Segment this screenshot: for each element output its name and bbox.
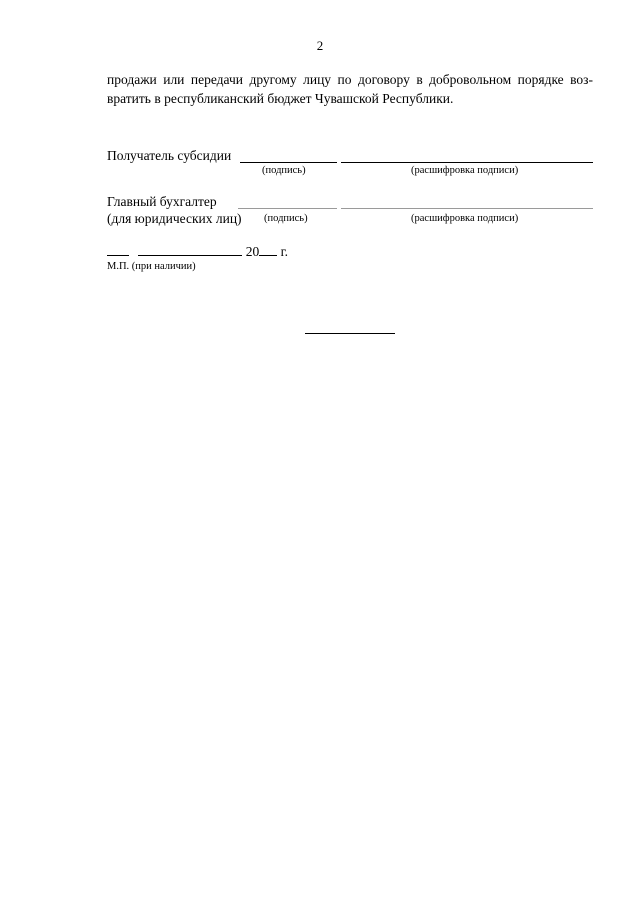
year-blank[interactable] <box>259 243 277 256</box>
recipient-decoding-caption: (расшифровка подписи) <box>411 165 519 176</box>
page-number: 2 <box>316 38 324 53</box>
chief-accountant-signature-line[interactable] <box>238 208 337 209</box>
chief-accountant-signature-caption: (подпись) <box>264 213 308 224</box>
date-line <box>107 243 288 260</box>
month-blank[interactable] <box>138 243 242 256</box>
recipient-signature-line[interactable] <box>240 162 337 163</box>
end-separator <box>305 333 395 334</box>
chief-accountant-decoding-caption: (расшифровка подписи) <box>411 213 519 224</box>
recipient-decoding-line[interactable] <box>341 162 593 163</box>
recipient-label: Получатель субсидии <box>107 148 232 163</box>
recipient-signature-caption: (подпись) <box>262 165 306 176</box>
chief-accountant-label: Главный бухгалтер <box>107 194 217 209</box>
chief-accountant-note: (для юридических лиц) <box>107 211 242 226</box>
year-prefix: 20 <box>245 244 260 259</box>
body-paragraph <box>107 70 593 108</box>
paragraph-line-2: вратить в республиканский бюджет Чувашской Республики. <box>107 91 454 106</box>
stamp-caption: М.П. (при наличии) <box>107 261 196 272</box>
paragraph-line-1: продажи или передачи другому лицу по договору в добровольном порядке воз- <box>107 72 593 87</box>
day-blank[interactable] <box>107 243 129 256</box>
chief-accountant-decoding-line[interactable] <box>341 208 593 209</box>
year-suffix: г. <box>280 244 289 259</box>
